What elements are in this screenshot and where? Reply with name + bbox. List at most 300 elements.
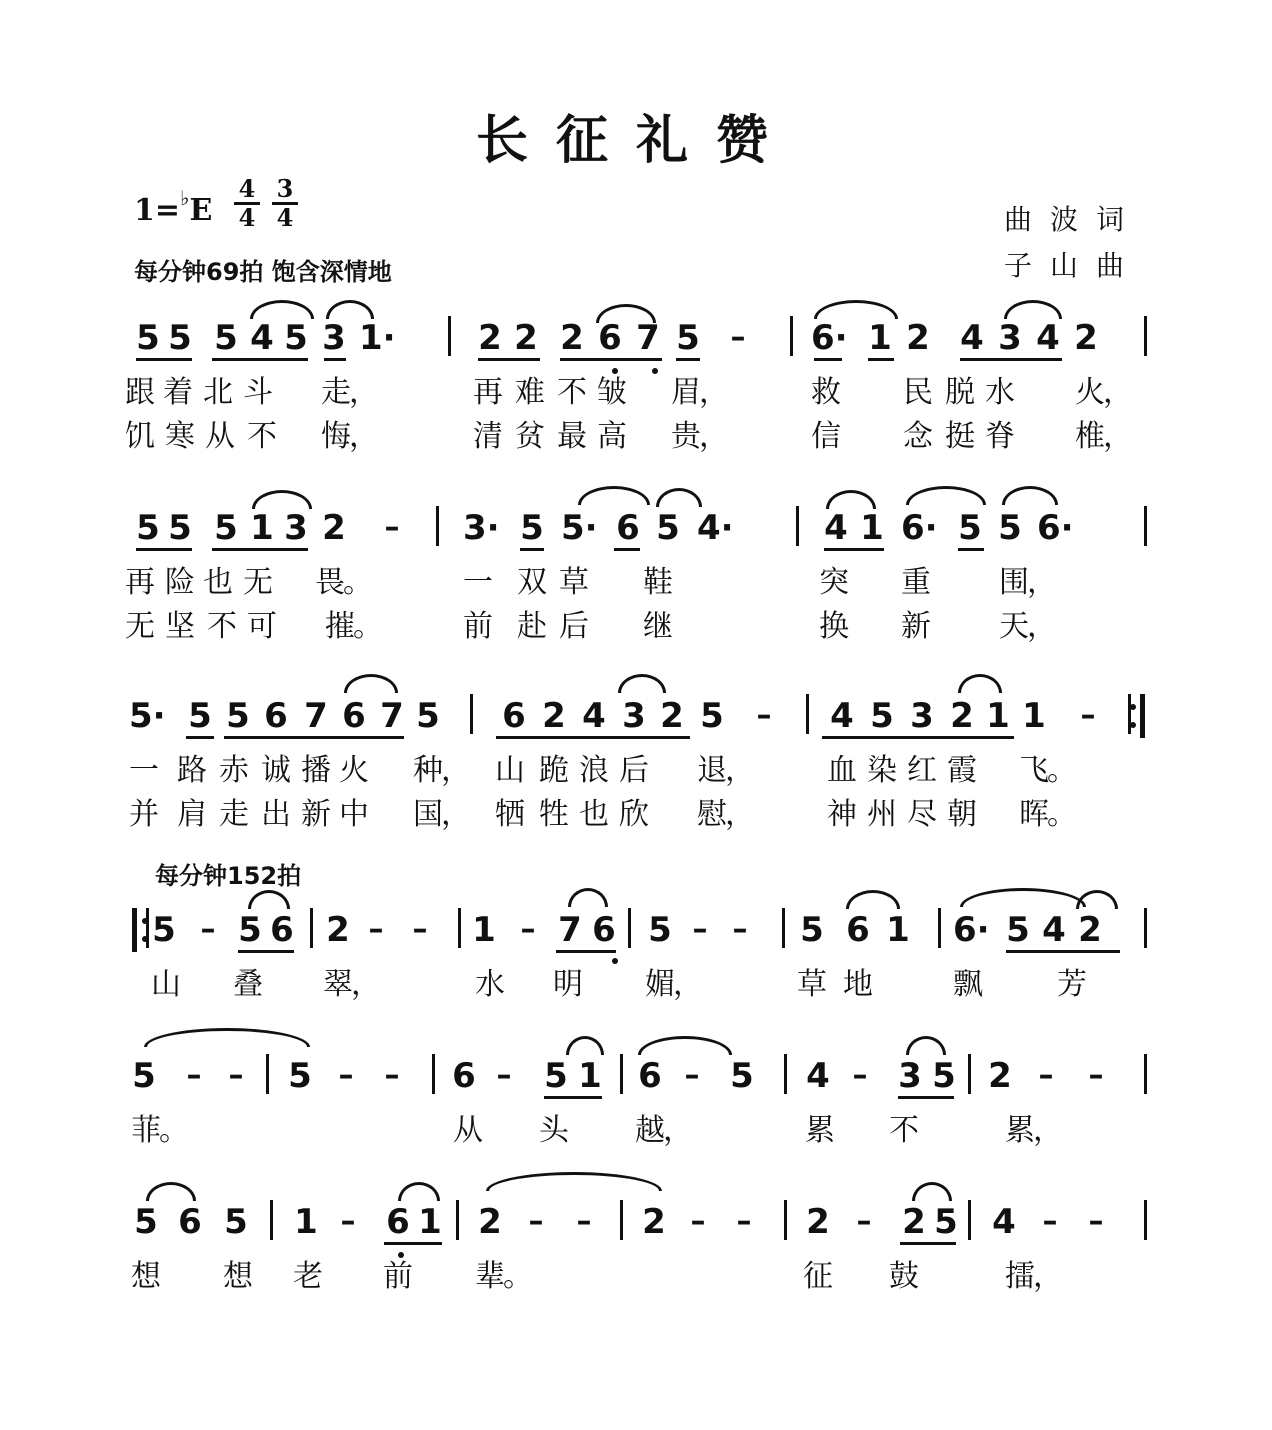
jianpu-note: 5 <box>288 1056 312 1096</box>
barline <box>628 908 631 948</box>
underline-beam <box>560 358 662 361</box>
tempo-marking-1: 每分钟69拍 饱含深情地 <box>134 258 392 286</box>
barline <box>456 1200 459 1240</box>
lyric-char: 一 <box>463 565 493 600</box>
lyric-punctuation: 。 <box>343 565 373 600</box>
lyric-punctuation: ， <box>349 375 379 410</box>
sustain-dash: – <box>576 1204 592 1239</box>
lyric-char: 不 <box>247 419 277 454</box>
jianpu-note: 5 <box>152 910 176 950</box>
lyric-char: 念 <box>903 419 933 454</box>
sustain-dash: – <box>736 1204 752 1239</box>
jianpu-note: 5 <box>656 508 680 548</box>
lyric-char: 前 <box>463 609 493 644</box>
lyric-line <box>0 380 1272 414</box>
jianpu-note: 2 <box>906 318 930 358</box>
slur-arc <box>596 304 656 323</box>
repeat-dot <box>1130 704 1136 710</box>
jianpu-note: 6 <box>598 318 622 358</box>
lyric-line <box>0 758 1272 792</box>
lyric-char: 征 <box>803 1259 833 1294</box>
barline <box>620 1200 623 1240</box>
lyric-char: 畏 <box>315 565 345 600</box>
barline <box>1144 1054 1147 1094</box>
jianpu-note: 6 <box>502 696 526 736</box>
slur-arc <box>326 300 374 319</box>
jianpu-note: 2 <box>478 318 502 358</box>
lyric-punctuation: ， <box>349 419 379 454</box>
lyric-line <box>0 802 1272 836</box>
lyric-char: 突 <box>819 565 849 600</box>
lyric-char: 红 <box>907 753 937 788</box>
lyric-char: 难 <box>515 375 545 410</box>
underline-beam <box>1006 950 1120 953</box>
jianpu-note: 1 <box>1022 696 1046 736</box>
jianpu-note: 2 <box>542 696 566 736</box>
lyric-char: 草 <box>559 565 589 600</box>
tempo-marking-2: 每分钟152拍 <box>155 862 302 890</box>
lyric-char: 鞋 <box>643 565 673 600</box>
jianpu-note: 5· <box>129 696 166 736</box>
jianpu-note: 5 <box>214 318 238 358</box>
composer-credit: 子山曲 <box>1003 249 1142 282</box>
lyric-char: 也 <box>203 565 233 600</box>
jianpu-note: 1 <box>250 508 274 548</box>
lyric-char: 民 <box>903 375 933 410</box>
lyric-punctuation: ， <box>1103 375 1133 410</box>
lyric-line <box>0 1118 1272 1152</box>
jianpu-note: 4 <box>1036 318 1060 358</box>
lyric-char: 信 <box>811 419 841 454</box>
jianpu-note: 5 <box>1006 910 1030 950</box>
lyric-punctuation: 。 <box>503 1259 533 1294</box>
lyric-punctuation: ， <box>1033 1113 1063 1148</box>
underline-beam <box>496 736 690 739</box>
lyric-punctuation: 。 <box>353 609 383 644</box>
jianpu-note: 3 <box>284 508 308 548</box>
jianpu-note: 2 <box>514 318 538 358</box>
lyric-char: 想 <box>131 1259 161 1294</box>
jianpu-note: 1 <box>868 318 892 358</box>
lyric-char: 跪 <box>539 753 569 788</box>
jianpu-note: 2 <box>322 508 346 548</box>
lyric-char: 高 <box>597 419 627 454</box>
jianpu-note: 6 <box>846 910 870 950</box>
barline <box>1128 694 1131 734</box>
sustain-dash: – <box>496 1058 512 1093</box>
slur-arc <box>958 674 1002 693</box>
jianpu-note: 5 <box>932 1056 956 1096</box>
jianpu-note: 4 <box>806 1056 830 1096</box>
lyric-char: 累 <box>805 1113 835 1148</box>
lyric-punctuation: 。 <box>159 1113 189 1148</box>
lyric-char: 想 <box>223 1259 253 1294</box>
lyric-char: 摧 <box>325 609 355 644</box>
lyric-punctuation: ， <box>725 797 755 832</box>
lyric-char: 染 <box>867 753 897 788</box>
lyric-char: 最 <box>557 419 587 454</box>
barline <box>266 1054 269 1094</box>
lyric-char: 走 <box>219 797 249 832</box>
lyric-char: 可 <box>247 609 277 644</box>
jianpu-note: 2 <box>950 696 974 736</box>
lyric-char: 后 <box>619 753 649 788</box>
slur-arc <box>250 300 314 319</box>
lyric-char: 走 <box>321 375 351 410</box>
lyric-line <box>0 1264 1272 1298</box>
lyric-char: 出 <box>261 797 291 832</box>
lyric-punctuation: ， <box>441 753 471 788</box>
lyricist-credit: 曲波词 <box>1003 203 1142 236</box>
lyric-char: 从 <box>205 419 235 454</box>
jianpu-note: 2 <box>660 696 684 736</box>
lyric-char: 挺 <box>945 419 975 454</box>
lyric-char: 前 <box>383 1259 413 1294</box>
lyric-char: 慰 <box>697 797 727 832</box>
lyric-char: 朝 <box>947 797 977 832</box>
lyric-char: 眉 <box>671 375 701 410</box>
barline <box>458 908 461 948</box>
barline <box>968 1054 971 1094</box>
lyric-char: 后 <box>559 609 589 644</box>
jianpu-note: 1 <box>860 508 884 548</box>
jianpu-note: 5 <box>958 508 982 548</box>
octave-dot <box>398 1252 404 1258</box>
jianpu-note: 5 <box>188 696 212 736</box>
lyric-char: 无 <box>125 609 155 644</box>
lyric-char: 换 <box>819 609 849 644</box>
slur-arc <box>618 674 666 693</box>
jianpu-note: 6 <box>270 910 294 950</box>
lyric-char: 救 <box>811 375 841 410</box>
jianpu-note: 4 <box>960 318 984 358</box>
lyric-char: 不 <box>557 375 587 410</box>
jianpu-note: 5 <box>168 508 192 548</box>
jianpu-note: 6· <box>901 508 938 548</box>
barline <box>146 908 149 948</box>
lyric-char: 地 <box>843 967 873 1002</box>
lyric-char: 火 <box>1075 375 1105 410</box>
jianpu-note: 6 <box>264 696 288 736</box>
sustain-dash: – <box>520 912 536 947</box>
slur-arc <box>906 486 986 505</box>
repeat-dot <box>142 918 148 924</box>
lyric-char: 神 <box>827 797 857 832</box>
lyric-char: 诚 <box>261 753 291 788</box>
sustain-dash: – <box>528 1204 544 1239</box>
jianpu-note: 5 <box>676 318 700 358</box>
barline <box>806 694 809 734</box>
lyric-char: 国 <box>413 797 443 832</box>
lyric-char: 霞 <box>947 753 977 788</box>
lyric-char: 双 <box>517 565 547 600</box>
slur-arc <box>1076 890 1118 909</box>
jianpu-note: 4 <box>992 1202 1016 1242</box>
jianpu-note: 5 <box>134 1202 158 1242</box>
lyric-char: 着 <box>163 375 193 410</box>
lyric-char: 坚 <box>165 609 195 644</box>
underline-beam <box>224 736 404 739</box>
repeat-end-barline <box>1140 694 1145 738</box>
jianpu-note: 4 <box>582 696 606 736</box>
lyric-char: 血 <box>827 753 857 788</box>
lyric-char: 再 <box>125 565 155 600</box>
underline-beam <box>136 358 192 361</box>
underline-beam <box>822 736 1014 739</box>
barline <box>1144 506 1147 546</box>
lyric-char: 从 <box>453 1113 483 1148</box>
lyric-char: 重 <box>901 565 931 600</box>
lyric-char: 围 <box>999 565 1029 600</box>
jianpu-note: 5 <box>136 318 160 358</box>
lyric-char: 贵 <box>671 419 701 454</box>
barline <box>796 506 799 546</box>
lyric-char: 椎 <box>1075 419 1105 454</box>
jianpu-note: 5 <box>934 1202 958 1242</box>
jianpu-note: 2 <box>902 1202 926 1242</box>
lyric-char: 饥 <box>125 419 155 454</box>
lyric-char: 牲 <box>539 797 569 832</box>
lyric-char: 叠 <box>233 967 263 1002</box>
slur-arc <box>252 490 312 509</box>
lyric-char: 菲 <box>131 1113 161 1148</box>
lyric-char: 飞 <box>1019 753 1049 788</box>
lyric-char: 不 <box>889 1113 919 1148</box>
jianpu-note: 5 <box>520 508 544 548</box>
underline-beam <box>384 1242 442 1245</box>
jianpu-note: 5 <box>700 696 724 736</box>
repeat-start-barline <box>132 908 137 952</box>
sustain-dash: – <box>732 912 748 947</box>
jianpu-note: 4 <box>250 318 274 358</box>
lyric-punctuation: ， <box>1103 419 1133 454</box>
slur-arc <box>1004 300 1062 319</box>
jianpu-note: 7 <box>304 696 328 736</box>
lyric-char: 山 <box>495 753 525 788</box>
slur-arc <box>814 300 898 319</box>
jianpu-note: 5 <box>800 910 824 950</box>
flat-sign: ♭ <box>180 186 190 210</box>
barline <box>1144 316 1147 356</box>
lyric-punctuation: ， <box>351 967 381 1002</box>
jianpu-note: 1· <box>359 318 396 358</box>
lyric-char: 浪 <box>579 753 609 788</box>
jianpu-note: 4· <box>697 508 734 548</box>
jianpu-note: 6· <box>953 910 990 950</box>
lyric-char: 辈 <box>475 1259 505 1294</box>
lyric-punctuation: ， <box>699 419 729 454</box>
slur-arc <box>906 1036 946 1055</box>
lyric-char: 肩 <box>177 797 207 832</box>
lyric-char: 脊 <box>985 419 1015 454</box>
jianpu-note: 2 <box>988 1056 1012 1096</box>
sustain-dash: – <box>684 1058 700 1093</box>
barline <box>784 1054 787 1094</box>
lyric-char: 头 <box>539 1113 569 1148</box>
lyric-char: 寒 <box>165 419 195 454</box>
underline-beam <box>556 950 616 953</box>
lyric-char: 再 <box>473 375 503 410</box>
barline <box>470 694 473 734</box>
lyric-char: 不 <box>207 609 237 644</box>
barline <box>448 316 451 356</box>
sustain-dash: – <box>1088 1058 1104 1093</box>
underline-beam <box>324 358 346 361</box>
jianpu-note: 5 <box>136 508 160 548</box>
underline-beam <box>614 548 640 551</box>
lyric-punctuation: ， <box>1033 1259 1063 1294</box>
lyric-char: 斗 <box>243 375 273 410</box>
jianpu-note: 2 <box>1078 910 1102 950</box>
sustain-dash: – <box>186 1058 202 1093</box>
jianpu-note: 5 <box>870 696 894 736</box>
underline-beam <box>520 548 544 551</box>
slur-arc <box>846 890 900 909</box>
jianpu-note: 2 <box>478 1202 502 1242</box>
lyric-punctuation: ， <box>699 375 729 410</box>
barline <box>784 1200 787 1240</box>
lyric-char: 继 <box>643 609 673 644</box>
underline-beam <box>824 548 884 551</box>
octave-dot <box>612 368 618 374</box>
sustain-dash: – <box>852 1058 868 1093</box>
slur-arc <box>486 1172 662 1191</box>
lyric-char: 飘 <box>953 967 983 1002</box>
jianpu-note: 6· <box>1037 508 1074 548</box>
lyric-char: 悔 <box>321 419 351 454</box>
underline-beam <box>898 1096 954 1099</box>
lyric-char: 累 <box>1005 1113 1035 1148</box>
lyric-char: 也 <box>579 797 609 832</box>
jianpu-note: 6 <box>638 1056 662 1096</box>
jianpu-note: 5 <box>238 910 262 950</box>
jianpu-note: 5 <box>730 1056 754 1096</box>
jianpu-note: 3 <box>622 696 646 736</box>
lyric-char: 老 <box>293 1259 323 1294</box>
underline-beam <box>212 548 308 551</box>
lyric-char: 草 <box>797 967 827 1002</box>
sustain-dash: – <box>1080 698 1096 733</box>
lyric-char: 一 <box>129 753 159 788</box>
barline <box>436 506 439 546</box>
underline-beam <box>676 358 700 361</box>
jianpu-note: 3· <box>463 508 500 548</box>
sustain-dash: – <box>756 698 772 733</box>
lyric-punctuation: ， <box>725 753 755 788</box>
barline <box>310 908 313 948</box>
lyric-char: 无 <box>243 565 273 600</box>
jianpu-note: 3 <box>998 318 1022 358</box>
slur-arc <box>144 1028 310 1047</box>
lyric-line <box>0 424 1272 458</box>
jianpu-note: 5 <box>648 910 672 950</box>
slur-arc <box>1002 486 1058 505</box>
jianpu-note: 5 <box>214 508 238 548</box>
lyric-char: 越 <box>635 1113 665 1148</box>
lyric-char: 天 <box>999 609 1029 644</box>
lyric-char: 新 <box>301 797 331 832</box>
lyric-punctuation: ， <box>1027 565 1057 600</box>
jianpu-note: 6 <box>592 910 616 950</box>
jianpu-note: 1 <box>886 910 910 950</box>
lyric-char: 中 <box>339 797 369 832</box>
slur-arc <box>344 674 398 693</box>
lyric-punctuation: 。 <box>1047 753 1077 788</box>
jianpu-note: 4 <box>824 508 848 548</box>
sustain-dash: – <box>338 1058 354 1093</box>
jianpu-note: 5 <box>416 696 440 736</box>
lyric-line <box>0 614 1272 648</box>
lyric-char: 跟 <box>125 375 155 410</box>
lyric-char: 贫 <box>515 419 545 454</box>
underline-beam <box>900 1242 956 1245</box>
barline <box>938 908 941 948</box>
underline-beam <box>868 358 894 361</box>
underline-beam <box>186 736 214 739</box>
lyric-char: 皱 <box>597 375 627 410</box>
jianpu-note: 6 <box>616 508 640 548</box>
barline <box>270 1200 273 1240</box>
lyric-char: 种 <box>413 753 443 788</box>
jianpu-note: 6 <box>386 1202 410 1242</box>
barline <box>790 316 793 356</box>
barline <box>432 1054 435 1094</box>
slur-arc <box>568 888 608 907</box>
jianpu-note: 4 <box>830 696 854 736</box>
jianpu-note: 3 <box>898 1056 922 1096</box>
sustain-dash: – <box>384 510 400 545</box>
barline <box>1144 1200 1147 1240</box>
lyric-char: 晖 <box>1019 797 1049 832</box>
sustain-dash: – <box>730 320 746 355</box>
jianpu-note: 4 <box>1042 910 1066 950</box>
slur-arc <box>146 1182 196 1201</box>
underline-beam <box>238 950 294 953</box>
lyric-char: 芳 <box>1057 967 1087 1002</box>
jianpu-note: 7 <box>558 910 582 950</box>
lyric-punctuation: 。 <box>1047 797 1077 832</box>
barline <box>1144 908 1147 948</box>
sustain-dash: – <box>384 1058 400 1093</box>
slur-arc <box>656 488 702 507</box>
lyric-char: 火 <box>339 753 369 788</box>
repeat-dot <box>1130 722 1136 728</box>
time-signature-4-4: $\frac{4}{4}$ <box>234 176 260 231</box>
jianpu-note: 6· <box>811 318 848 358</box>
lyric-char: 鼓 <box>889 1259 919 1294</box>
jianpu-note: 7 <box>380 696 404 736</box>
lyric-char: 明 <box>553 967 583 1002</box>
jianpu-note: 6 <box>342 696 366 736</box>
jianpu-note: 5 <box>998 508 1022 548</box>
jianpu-note: 2 <box>1074 318 1098 358</box>
lyric-punctuation: ， <box>1027 609 1057 644</box>
jianpu-note: 5 <box>168 318 192 358</box>
octave-dot <box>612 958 618 964</box>
jianpu-note: 1 <box>986 696 1010 736</box>
barline <box>968 1200 971 1240</box>
lyric-char: 北 <box>203 375 233 410</box>
lyric-punctuation: ， <box>673 967 703 1002</box>
sustain-dash: – <box>692 912 708 947</box>
lyric-char: 新 <box>901 609 931 644</box>
lyric-char: 山 <box>151 967 181 1002</box>
lyric-line <box>0 972 1272 1006</box>
slur-arc <box>826 490 876 509</box>
jianpu-note: 1 <box>418 1202 442 1242</box>
sustain-dash: – <box>690 1204 706 1239</box>
sustain-dash: – <box>856 1204 872 1239</box>
